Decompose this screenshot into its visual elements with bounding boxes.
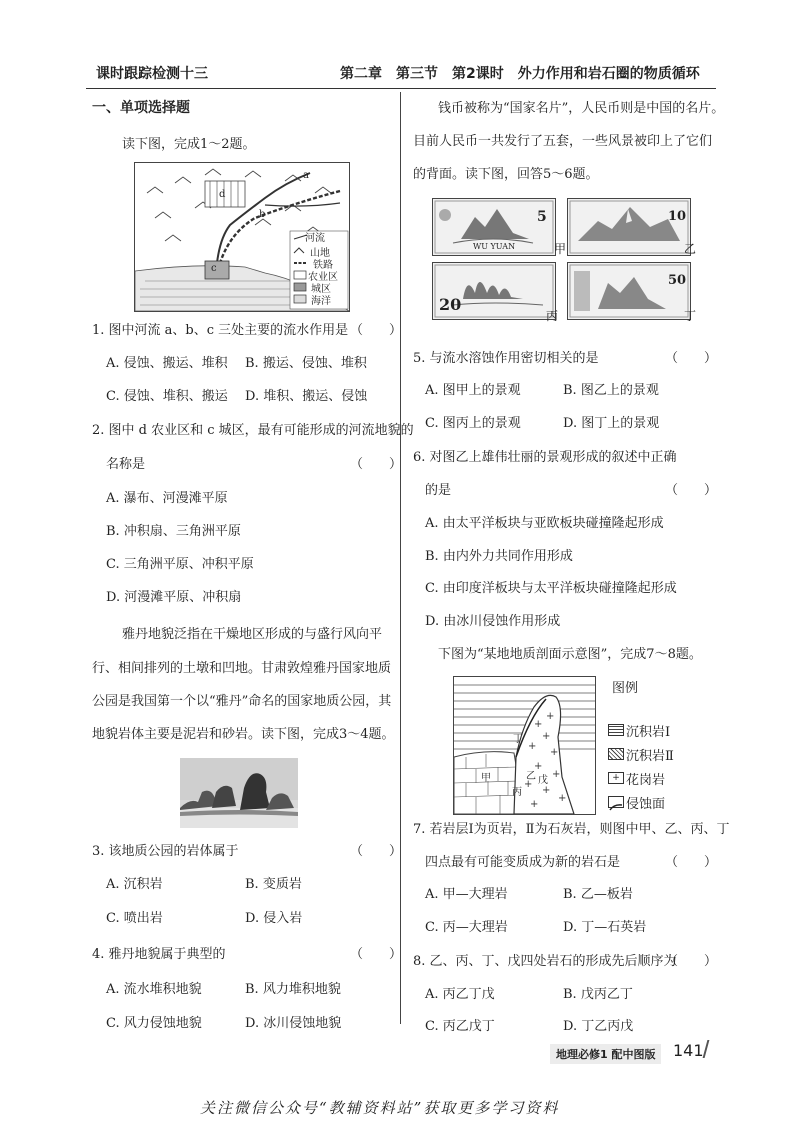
q5-stem: 5. 与流水溶蚀作用密切相关的是	[413, 351, 599, 366]
legend-granite-swatch: +	[608, 772, 624, 784]
banknote-yi-denom: 10	[668, 209, 687, 224]
legend-erosion-swatch	[608, 796, 624, 808]
map-label-d: d	[219, 189, 226, 200]
legend-city: 城区	[311, 284, 331, 295]
q8-option-b[interactable]: B. 戊丙乙丁	[563, 987, 633, 1002]
q6-blank[interactable]: （ ）	[665, 483, 718, 498]
geo-label-wu: 戊	[538, 775, 548, 786]
legend-sedimentary-2-swatch	[608, 748, 624, 760]
q2-option-d[interactable]: D. 河漫滩平原、冲积扇	[106, 590, 242, 605]
banknote-label-ding: 丁	[684, 309, 697, 323]
page-number-slash	[703, 1040, 710, 1058]
svg-text:+: +	[524, 779, 533, 790]
q2-stem-line1: 2. 图中 d 农业区和 c 城区，最有可能形成的河流地貌的	[92, 423, 414, 438]
svg-text:+: +	[542, 785, 551, 796]
passage-line2: 行、相间排列的土墩和凹地。甘肃敦煌雅丹国家地质	[92, 661, 392, 676]
q3-stem: 3. 该地质公园的岩体属于	[92, 844, 239, 859]
q5-blank[interactable]: （ ）	[665, 351, 718, 366]
q4-option-b[interactable]: B. 风力堆积地貌	[245, 982, 341, 997]
q4-stem: 4. 雅丹地貌属于典型的	[92, 947, 226, 962]
legend-sedimentary-1-swatch	[608, 724, 624, 736]
banknote-ding-svg	[568, 263, 690, 319]
q3-blank[interactable]: （ ）	[350, 844, 403, 859]
banknote-jia-denom: 5	[537, 209, 547, 225]
svg-text:+: +	[550, 747, 559, 758]
q2-blank[interactable]: （ ）	[350, 457, 403, 472]
q7-stem-line2: 四点最有可能变质成为新的岩石是	[425, 855, 621, 870]
svg-text:+: +	[534, 761, 543, 772]
q1-option-c[interactable]: C. 侵蚀、堆积、搬运	[106, 389, 228, 404]
q3-option-c[interactable]: C. 喷出岩	[106, 911, 163, 926]
q8-option-c[interactable]: C. 丙乙戊丁	[425, 1019, 495, 1034]
passage-line1: 雅丹地貌泛指在干燥地区形成的与盛行风向平	[122, 627, 383, 642]
q2-option-c[interactable]: C. 三角洲平原、冲积平原	[106, 557, 254, 572]
legend-agri: 农业区	[308, 272, 338, 283]
passage-line4: 地貌岩体主要是泥岩和砂岩。读下图，完成3～4题。	[92, 727, 395, 742]
header-left: 课时跟踪检测十三	[96, 66, 208, 82]
q3-option-d[interactable]: D. 侵入岩	[245, 911, 303, 926]
passage-line3: 公园是我国第一个以“雅丹”命名的国家地质公园，其	[92, 694, 392, 709]
q6-stem-line1: 6. 对图乙上雄伟壮丽的景观形成的叙述中正确	[413, 450, 677, 465]
header-rule	[86, 88, 716, 89]
q1-option-d[interactable]: D. 堆积、搬运、侵蚀	[245, 389, 368, 404]
right-intro-line3: 的背面。读下图，回答5～6题。	[413, 167, 599, 182]
section-title: 一、单项选择题	[92, 100, 190, 116]
yardang-photo	[180, 758, 298, 828]
legend-erosion-svg	[609, 802, 623, 812]
river-map-figure	[134, 162, 350, 312]
q5-option-b[interactable]: B. 图乙上的景观	[563, 383, 659, 398]
banknote-bing-denom: 20	[439, 295, 462, 314]
svg-text:+: +	[546, 711, 555, 722]
svg-text:+: +	[530, 799, 539, 810]
map-label-a: a	[303, 170, 309, 181]
geo-legend-title: 图例	[612, 681, 639, 696]
geo-label-jia: 甲	[481, 773, 491, 784]
banknote-ding	[567, 262, 691, 320]
q1-option-a[interactable]: A. 侵蚀、搬运、堆积	[106, 356, 228, 371]
geo-label-yi: 乙	[526, 771, 536, 782]
geo-label-bing: 丙	[512, 787, 522, 798]
yardang-photo-svg	[180, 758, 298, 828]
q7-option-b[interactable]: B. 乙—板岩	[563, 887, 633, 902]
intro-q7-8: 下图为“某地地质剖面示意图”，完成7～8题。	[438, 647, 702, 662]
geo-label-ding: 丁	[513, 734, 523, 745]
q3-option-a[interactable]: A. 沉积岩	[106, 877, 163, 892]
q6-option-b[interactable]: B. 由内外力共同作用形成	[425, 549, 573, 564]
q8-option-a[interactable]: A. 丙乙丁戊	[425, 987, 495, 1002]
legend-mountain: 山地	[310, 248, 330, 259]
q1-option-b[interactable]: B. 搬运、侵蚀、堆积	[245, 356, 367, 371]
svg-text:+: +	[558, 793, 567, 804]
q7-option-a[interactable]: A. 甲—大理岩	[425, 887, 508, 902]
svg-text:+: +	[528, 741, 537, 752]
legend-sea: 海洋	[311, 296, 331, 307]
geo-legend-sed2: 沉积岩Ⅱ	[626, 749, 674, 764]
q1-blank[interactable]: （ ）	[350, 323, 403, 338]
map-label-b: b	[259, 209, 266, 220]
q2-option-a[interactable]: A. 瀑布、河漫滩平原	[106, 491, 228, 506]
q1-stem: 1. 图中河流 a、b、c 三处主要的流水作用是	[92, 323, 349, 338]
banknote-jia	[432, 198, 556, 256]
page-number: 141	[673, 1041, 704, 1060]
geo-legend-granite: 花岗岩	[626, 773, 666, 788]
q4-blank[interactable]: （ ）	[350, 947, 403, 962]
banknote-label-jia: 甲	[554, 242, 567, 256]
q4-option-a[interactable]: A. 流水堆积地貌	[106, 982, 202, 997]
q4-option-d[interactable]: D. 冰川侵蚀地貌	[245, 1016, 342, 1031]
map-label-c: c	[211, 263, 217, 274]
column-divider	[400, 92, 401, 1024]
q8-blank[interactable]: （ ）	[665, 954, 718, 969]
geo-legend-sed1: 沉积岩Ⅰ	[626, 725, 671, 740]
q7-option-c[interactable]: C. 丙—大理岩	[425, 920, 508, 935]
q2-stem-line2: 名称是	[106, 457, 146, 472]
q6-option-c[interactable]: C. 由印度洋板块与太平洋板块碰撞隆起形成	[425, 581, 677, 596]
q7-stem-line1: 7. 若岩层Ⅰ为页岩，Ⅱ为石灰岩，则图中甲、乙、丙、丁	[413, 822, 730, 837]
q7-blank[interactable]: （ ）	[665, 855, 718, 870]
intro-q1-2: 读下图，完成1～2题。	[122, 137, 256, 152]
q8-option-d[interactable]: D. 丁乙丙戊	[563, 1019, 634, 1034]
banknote-jia-text: WU YUAN	[473, 242, 516, 251]
banknote-yi	[567, 198, 691, 256]
q5-option-a[interactable]: A. 图甲上的景观	[425, 383, 521, 398]
legend-river: 河流	[305, 233, 325, 244]
geologic-section-figure	[453, 676, 596, 815]
q6-option-d[interactable]: D. 由冰川侵蚀作用形成	[425, 614, 561, 629]
q5-option-d[interactable]: D. 图丁上的景观	[563, 416, 660, 431]
q4-option-c[interactable]: C. 风力侵蚀地貌	[106, 1016, 202, 1031]
q5-option-c[interactable]: C. 图丙上的景观	[425, 416, 521, 431]
right-intro-line2: 目前人民币一共发行了五套，一些风景被印上了它们	[413, 134, 713, 149]
legend-railway: 铁路	[313, 260, 333, 271]
footer-book-label: 地理必修1 配中图版	[550, 1044, 661, 1064]
q6-stem-line2: 的是	[425, 483, 452, 498]
header-right: 第二章 第三节 第2课时 外力作用和岩石圈的物质循环	[340, 66, 700, 82]
q7-option-d[interactable]: D. 丁—石英岩	[563, 920, 647, 935]
geo-legend-erosion: 侵蚀面	[626, 797, 666, 812]
q3-option-b[interactable]: B. 变质岩	[245, 877, 302, 892]
banknote-label-yi: 乙	[684, 242, 697, 256]
q8-stem: 8. 乙、丙、丁、戊四处岩石的形成先后顺序为	[413, 954, 677, 969]
svg-text:+: +	[542, 731, 551, 742]
right-intro-line1: 钱币被称为“国家名片”，人民币则是中国的名片。	[438, 101, 725, 116]
banknote-yi-svg	[568, 199, 690, 255]
banknote-ding-denom: 50	[668, 273, 687, 288]
footer-handwriting: 关注微信公众号“教辅资料站”获取更多学习资料	[200, 1099, 560, 1117]
banknote-bing	[432, 262, 556, 320]
svg-text:+: +	[552, 769, 561, 780]
svg-text:+: +	[534, 719, 543, 730]
q6-option-a[interactable]: A. 由太平洋板块与亚欧板块碰撞隆起形成	[425, 516, 664, 531]
q2-option-b[interactable]: B. 冲积扇、三角洲平原	[106, 524, 241, 539]
geologic-section-svg	[454, 677, 595, 814]
banknote-label-bing: 丙	[546, 309, 559, 323]
